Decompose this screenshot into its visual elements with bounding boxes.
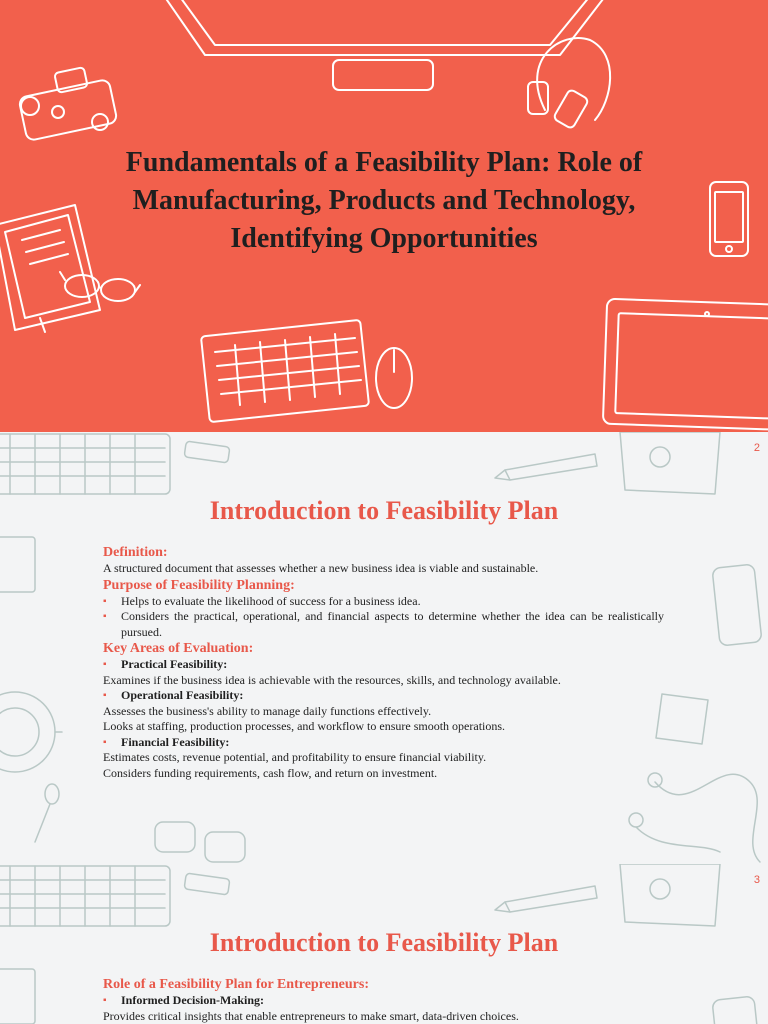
notebook-icon [0, 205, 100, 332]
financial-feasibility-label: ▪ Financial Feasibility: [103, 735, 664, 751]
keyboard-icon [0, 434, 170, 494]
page-number: 2 [753, 442, 760, 454]
slide-content [103, 976, 664, 1024]
purpose-item: ▪ Considers the practical, operational, and financial aspects to determine whether the idea can be realistically pursued. [103, 609, 664, 640]
camera-icon [18, 67, 117, 141]
practical-feasibility-label: ▪ Practical Feasibility: [103, 657, 664, 673]
practical-feasibility-text: Examines if the business idea is achievable with the resources, skills, and technology available. [103, 672, 561, 687]
role-list [103, 993, 664, 1009]
keyboard-icon [201, 320, 369, 422]
operational-feasibility-text: Looks at staffing, production processes, and workflow to ensure smooth operations. [103, 719, 506, 733]
phone-icon [710, 182, 748, 256]
pen-icon [495, 886, 597, 912]
definition-heading: Definition: [103, 545, 168, 560]
frame-icon [0, 537, 35, 592]
notebook-icon [620, 432, 720, 494]
pen-icon [495, 454, 597, 480]
frame-icon [0, 969, 35, 1024]
presentation-title: Fundamentals of a Feasibility Plan: Role of Manufacturing, Products and Technology, Identifying Opportunities [125, 147, 643, 254]
informed-decision-label: ▪ Informed Decision-Making: [103, 993, 664, 1009]
financial-feasibility-text: Estimates costs, revenue potential, and profitability to ensure financial viability. [103, 750, 487, 764]
financial-feasibility-text: Considers funding requirements, cash flow, and return on investment. [103, 765, 438, 780]
financial-list [103, 735, 664, 751]
tablet-icon [603, 299, 768, 431]
purpose-heading: Purpose of Feasibility Planning: [103, 577, 295, 593]
key-areas-heading: Key Areas of Evaluation: [103, 641, 254, 656]
glasses-icon [60, 272, 140, 301]
notebook-icon [620, 864, 720, 926]
usb-drive-icon [184, 441, 230, 463]
coffee-cup-icon [0, 692, 62, 772]
purpose-list [103, 594, 664, 641]
glasses-icon [155, 822, 245, 862]
title-slide [0, 0, 768, 432]
spoon-icon [35, 784, 59, 842]
operational-list [103, 688, 664, 704]
operational-feasibility-text: Assesses the business's ability to manage daily functions effectively. [103, 703, 432, 718]
keyboard-icon [0, 866, 170, 926]
slide-title: Introduction to Feasibility Plan [209, 928, 559, 957]
purpose-item: ▪ Helps to evaluate the likelihood of success for a business idea. [103, 594, 664, 610]
role-heading: Role of a Feasibility Plan for Entrepreneurs: [103, 977, 369, 992]
slide-3 [0, 864, 768, 1024]
phone-icon [712, 564, 762, 646]
earphones-icon [629, 773, 760, 862]
informed-decision-text: Provides critical insights that enable entrepreneurs to make smart, data-driven choices. [103, 1008, 519, 1023]
slide-content [103, 544, 664, 781]
phone-icon [712, 996, 762, 1024]
practical-list [103, 657, 664, 673]
definition-text: A structured document that assesses whether a new business idea is viable and sustainable. [103, 561, 539, 575]
mouse-icon [376, 348, 412, 408]
operational-feasibility-label: ▪ Operational Feasibility: [103, 688, 664, 704]
monitor-icon [160, 0, 610, 90]
usb-drive-icon [184, 873, 230, 895]
page-number: 3 [753, 874, 760, 886]
slide-title: Introduction to Feasibility Plan [209, 496, 559, 525]
headphones-icon [528, 38, 610, 129]
slide-2 [0, 432, 768, 864]
